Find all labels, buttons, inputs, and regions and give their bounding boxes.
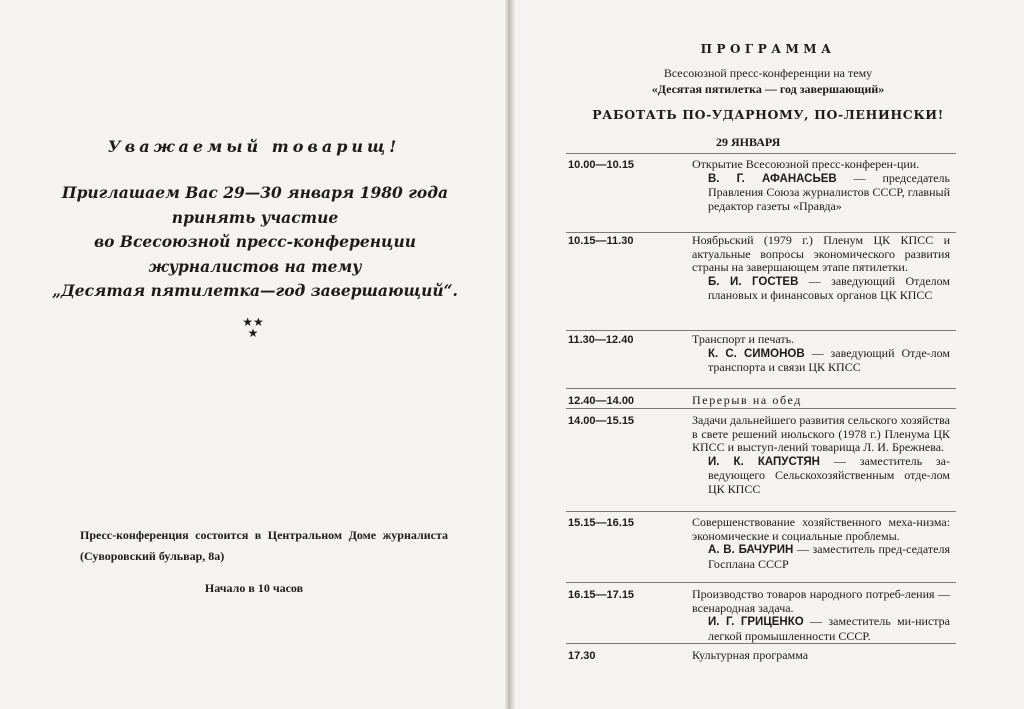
schedule-topic: Перерыв на обед (692, 393, 803, 407)
speaker-role: — заместитель ми-нистра легкой промышленности СССР. (708, 614, 950, 643)
speaker-role: — председатель Правления Союза журналистов СССР, главный редактор газеты «Правда» (708, 170, 950, 213)
schedule-topic: Совершенствование хозяйственного меха-низма: экономические и социальные проблемы. (692, 515, 950, 543)
schedule-time: 12.40—14.00 (568, 395, 635, 407)
speaker-role: — заведующий Отде-лом транспорта и связи ЦК КПСС (708, 345, 950, 374)
divider (566, 582, 956, 583)
star-icon: ★★ (242, 315, 264, 329)
speaker-name: А. В. БАЧУРИН (708, 544, 794, 556)
schedule-topic: Задачи дальнейшего развития сельского хозяйства в свете решений июльского (1978 г.) Пленума ЦК КПСС и выступ-лений товарища Л. И. Брежнева. (692, 413, 950, 454)
schedule-time: 14.00—15.15 (568, 415, 635, 427)
schedule-time: 17.30 (568, 650, 596, 662)
speaker-role: — заместитель за-ведующего Сельскохозяйственным отде-лом ЦК КПСС (708, 453, 950, 496)
divider (566, 388, 956, 389)
schedule-description (692, 234, 950, 303)
schedule-topic: Открытие Всесоюзной пресс-конферен-ции. (692, 157, 920, 171)
invitation-line: журналистов на тему (148, 256, 362, 276)
start-time-note: Начало в 10 часов (204, 581, 304, 595)
schedule-topic: Ноябрьский (1979 г.) Пленум ЦК КПСС и актуальные вопросы экономического развития страны на завершающем этапе пятилетки. (692, 233, 950, 274)
schedule-topic: Транспорт и печать. (692, 332, 795, 346)
schedule-description (692, 516, 950, 571)
invitation-line: принять участие (171, 207, 339, 227)
divider (566, 511, 956, 512)
speaker-name: В. Г. АФАНАСЬЕВ (708, 172, 837, 185)
speaker-name: К. С. СИМОНОВ (708, 347, 805, 360)
speaker-name: Б. И. ГОСТЕВ (708, 275, 799, 288)
speaker-role: — заведующий Отделом плановых и финансовых органов ЦК КПСС (708, 273, 950, 302)
schedule-topic: Производство товаров народного потреб-ления — всенародная задача. (692, 587, 950, 615)
invitation-line: во Всесоюзной пресс-конференции (93, 232, 417, 251)
schedule-description (692, 649, 950, 663)
schedule-description (692, 394, 950, 408)
speaker-name: И. Г. ГРИЦЕНКО (708, 616, 804, 628)
divider (566, 643, 956, 644)
schedule-time: 15.15—16.15 (568, 517, 635, 529)
schedule-time: 10.00—10.15 (568, 159, 635, 171)
schedule-description (692, 158, 950, 213)
divider (566, 330, 956, 331)
program-subtitle: Всесоюзной пресс-конференции на тему (663, 66, 873, 80)
stars-ornament (238, 317, 268, 339)
schedule-description (692, 333, 950, 375)
program-slogan: РАБОТАТЬ ПО-УДАРНОМУ, ПО-ЛЕНИНСКИ! (592, 107, 944, 122)
schedule-date: 29 ЯНВАРЯ (716, 135, 781, 149)
speaker-name: И. К. КАПУСТЯН (708, 455, 820, 468)
divider (566, 408, 956, 409)
schedule-description (692, 414, 950, 496)
schedule-description (692, 588, 950, 643)
schedule-time: 10.15—11.30 (568, 235, 634, 247)
divider (566, 153, 956, 154)
left-page (0, 0, 508, 709)
schedule-time: 11.30—12.40 (568, 334, 634, 346)
invitation-text (40, 181, 470, 304)
venue-note: Пресс-конференция состоится в Центральном Доме журналиста (Суворовский бульвар, 8а) (80, 528, 448, 563)
schedule-topic: Культурная программа (692, 648, 809, 662)
star-icon: ★ (247, 326, 259, 340)
program-title: ПРОГРАММА (700, 42, 836, 56)
speaker-role: — заместитель пред-седателя Госплана СССР (708, 542, 951, 571)
schedule-time: 16.15—17.15 (568, 589, 635, 601)
invitation-line: Приглашаем Вас 29—30 января 1980 года (61, 183, 449, 202)
program-theme: «Десятая пятилетка — год завершающий» (651, 82, 885, 96)
invitation-line: „Десятая пятилетка—год завершающий“. (52, 281, 458, 300)
greeting: Уважаемый товарищ! (107, 137, 401, 156)
